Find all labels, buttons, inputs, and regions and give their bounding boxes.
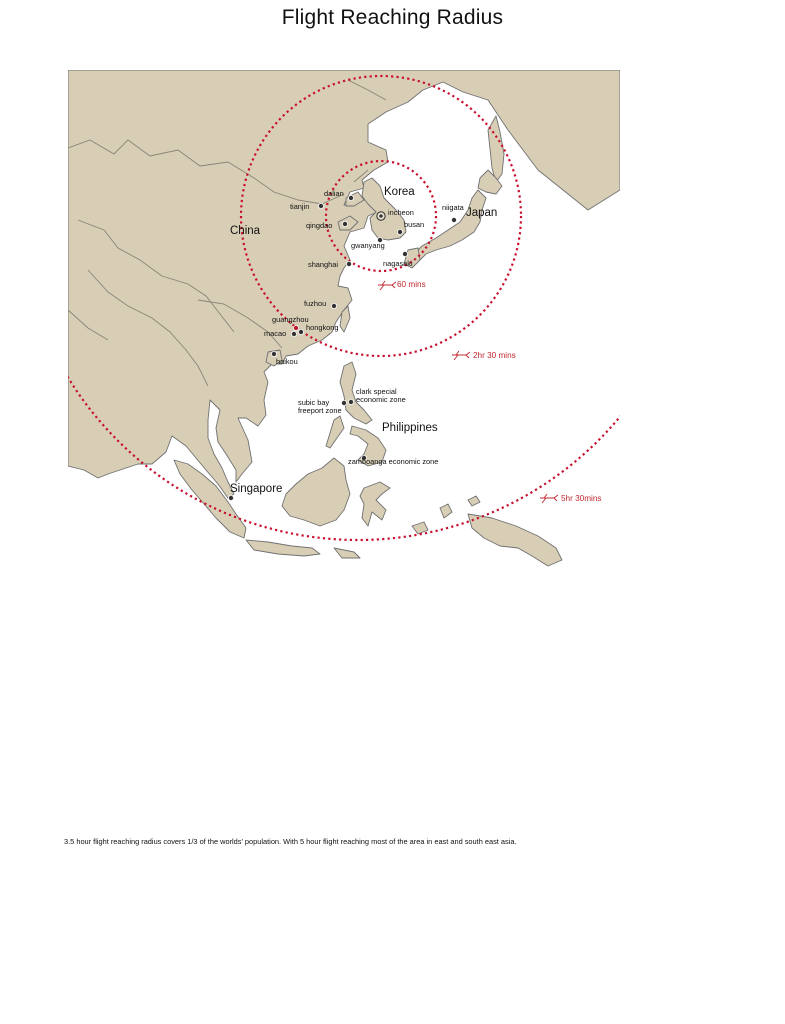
city-label-hongkong: hongkong: [306, 323, 339, 332]
ring-label-60-mins: 60 mins: [397, 280, 426, 289]
city-label-busan: busan: [404, 220, 425, 229]
ring-label-2hr-30-mins: 2hr 30 mins: [473, 351, 516, 360]
land-asia-mainland: [68, 70, 620, 498]
city-dot-hongkong: [298, 329, 303, 334]
city-dot-macao: [291, 331, 296, 336]
city-dot-niigata: [451, 217, 456, 222]
city-dot-fuzhou: [331, 303, 336, 308]
land-sulawesi: [360, 482, 390, 526]
airplane-icon: [452, 351, 470, 360]
city-dot-dalian: [348, 195, 353, 200]
city-dot-qingdao: [342, 221, 347, 226]
city-label-niigata: niigata: [442, 203, 464, 212]
land-small-islands: [334, 496, 480, 558]
airplane-icon: [378, 281, 396, 290]
city-label-incheon: incheon: [388, 208, 414, 217]
city-label-clark-1: clark special: [356, 387, 397, 396]
country-label-philippines: Philippines: [382, 422, 438, 434]
country-label-china: China: [230, 225, 261, 237]
country-label-singapore: Singapore: [230, 483, 283, 495]
city-label-tianjin: tianjin: [290, 202, 310, 211]
land-java: [246, 540, 320, 556]
city-dot-singapore: [228, 495, 233, 500]
city-dot-haikou: [271, 351, 276, 356]
city-label-subic-2: freeport zone: [298, 406, 342, 415]
city-label-fuzhou: fuzhou: [304, 299, 327, 308]
flight-radius-map: [68, 70, 620, 572]
city-label-zamboanga: zamboanga economic zone: [348, 457, 439, 466]
airplane-icon: [540, 494, 558, 503]
city-label-gwanyang: gwanyang: [351, 241, 385, 250]
city-label-qingdao: qingdao: [306, 221, 333, 230]
land-borneo: [282, 458, 350, 526]
city-label-macao: macao: [264, 329, 287, 338]
city-label-guangzhou: guangzhou: [272, 315, 309, 324]
city-dot-shanghai: [346, 261, 351, 266]
city-label-haikou: haikou: [276, 357, 298, 366]
city-dot-subic: [341, 400, 346, 405]
ring-label-5hr-30-mins: 5hr 30mins: [561, 494, 602, 503]
country-label-korea: Korea: [384, 186, 415, 198]
city-label-dalian: dalian: [324, 189, 344, 198]
city-label-subic-1: subic bay: [298, 398, 330, 407]
city-label-shanghai: shanghai: [308, 260, 338, 269]
city-dot-busan: [397, 229, 402, 234]
city-dot-guangzhou: [293, 325, 298, 330]
city-label-clark-2: economic zone: [356, 395, 406, 404]
map-caption: 3.5 hour flight reaching radius covers 1/3 of the worlds' population. With 5 hour flight reaching most of the area in east and south east asia.: [64, 837, 517, 846]
city-dot-clark: [348, 399, 353, 404]
page-title: Flight Reaching Radius: [281, 6, 504, 29]
city-dot-nagasaki: [402, 251, 407, 256]
city-label-nagasaki: nagasaki: [383, 259, 413, 268]
land-new-guinea: [468, 514, 562, 566]
city-dot-tianjin: [318, 203, 323, 208]
map-canvas: [68, 70, 620, 572]
city-dot-incheon: [379, 214, 383, 218]
country-label-japan: Japan: [466, 207, 498, 219]
